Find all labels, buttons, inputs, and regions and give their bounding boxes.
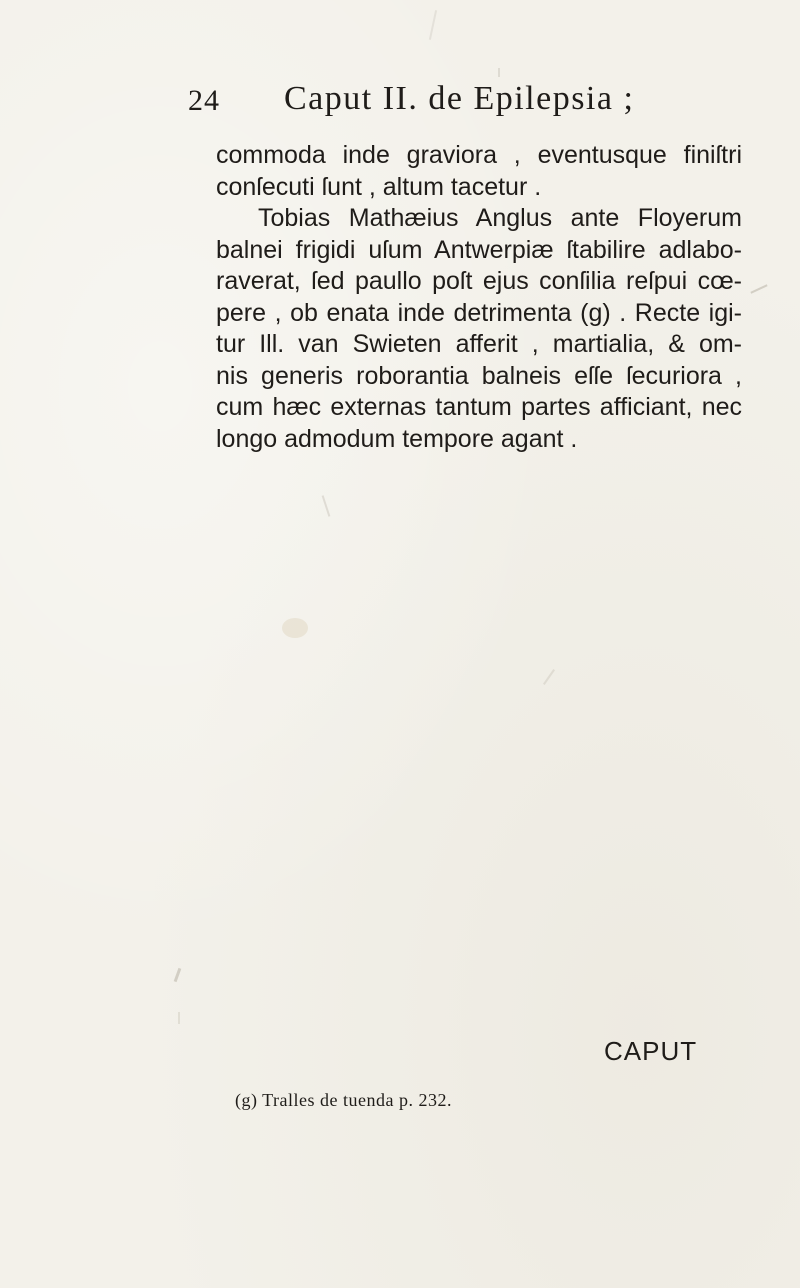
catchword: CAPUT [604, 1036, 698, 1066]
paper-speck [498, 68, 500, 77]
text-line: cum hæc externas tantum partes afficiant, nec [216, 393, 742, 421]
text-line: nis generis roborantia balneis eſſe ſecuriora , [216, 361, 742, 390]
running-head: Caput II. de Epilepsia ; [284, 80, 635, 117]
text-line: commoda inde graviora , eventusque finiſtri [216, 141, 742, 169]
paper-speck [543, 669, 555, 685]
body-text [216, 140, 742, 455]
paper-speck [178, 1012, 180, 1024]
text-line: conſecuti ſunt , altum tacetur . [216, 172, 542, 201]
paper-speck [174, 968, 182, 982]
footnote: (g) Tralles de tuenda p. 232. [235, 1090, 452, 1110]
page-header [188, 80, 668, 132]
paper-speck [429, 10, 437, 40]
page-number: 24 [188, 84, 220, 117]
text-line: Tobias Mathæius Anglus ante Floyerum [258, 204, 742, 232]
paper-speck [322, 495, 331, 517]
paper-speck [750, 284, 767, 293]
text-line: longo admodum tempore agant . [216, 424, 578, 453]
text-line: balnei frigidi uſum Antwerpiæ ſtabilire adlabo- [216, 235, 742, 264]
text-line: pere , ob enata inde detrimenta (g) . Recte igi- [216, 298, 742, 327]
text-line: tur Ill. van Swieten afferit , martialia, & om- [216, 330, 742, 358]
text-line: raverat, ſed paullo poſt ejus conſilia reſpui cœ- [216, 267, 742, 295]
paper-speck [282, 618, 308, 638]
